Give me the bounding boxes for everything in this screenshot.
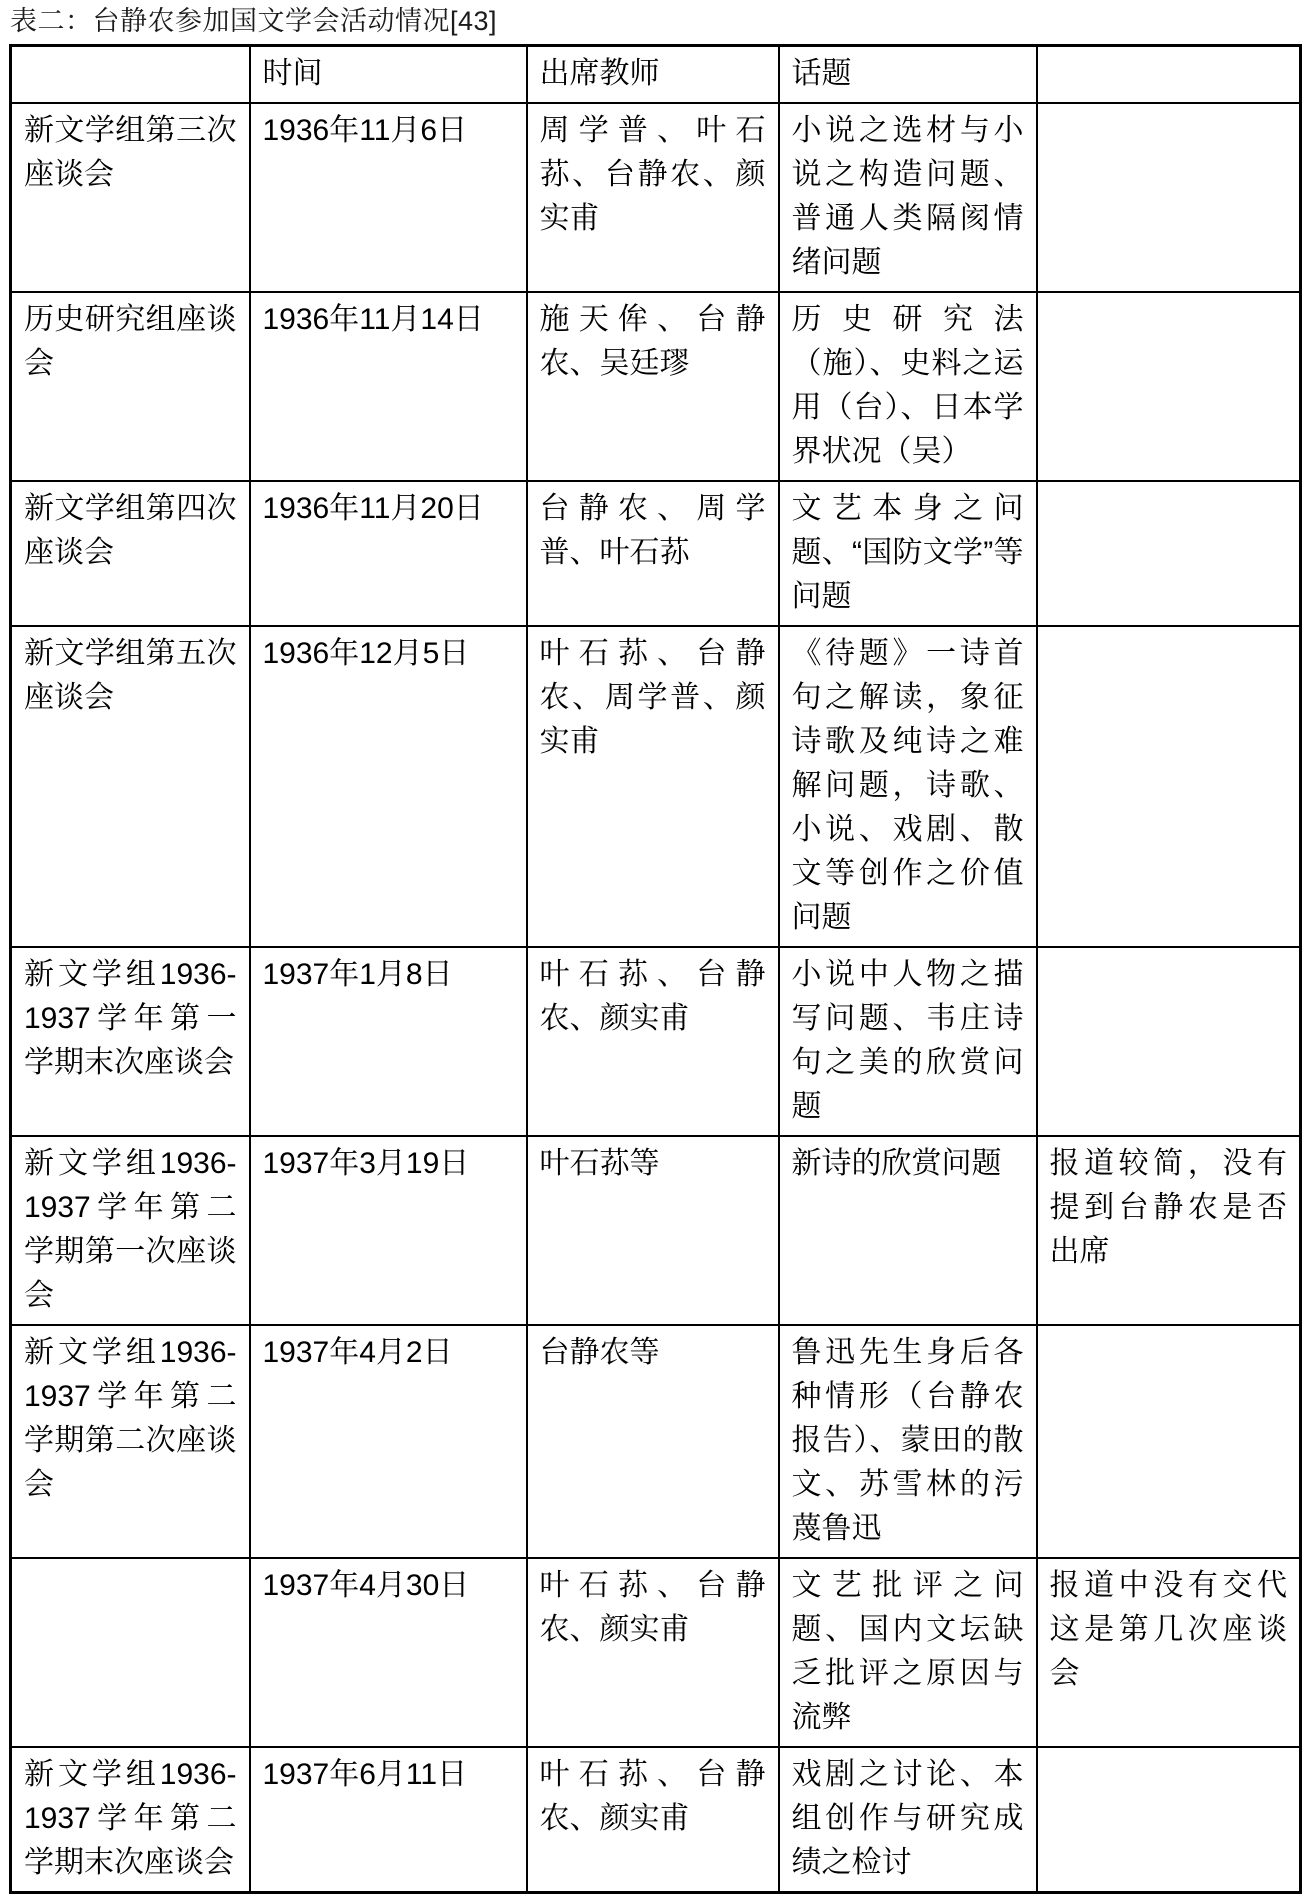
- topic-cell: 戏剧之讨论、本组创作与研究成绩之检讨: [779, 1747, 1037, 1893]
- time-cell: 1936年11月6日: [250, 103, 527, 292]
- topic-cell: 文艺批评之问题、国内文坛缺乏批评之原因与流弊: [779, 1558, 1037, 1747]
- time-cell: 1937年1月8日: [250, 947, 527, 1136]
- header-time: 时间: [250, 46, 527, 104]
- topic-cell: 《待题》一诗首句之解读，象征诗歌及纯诗之难解问题，诗歌、小说、戏剧、散文等创作之价值问题: [779, 626, 1037, 947]
- header-row: [11, 46, 1301, 104]
- teachers-cell: 叶石荪、台静农、颜实甫: [527, 947, 779, 1136]
- table-row: [11, 103, 1301, 292]
- event-cell: 新文学组第五次座谈会: [11, 626, 250, 947]
- teachers-cell: 叶石荪、台静农、颜实甫: [527, 1747, 779, 1893]
- topic-cell: 小说之选材与小说之构造问题、普通人类隔阂情绪问题: [779, 103, 1037, 292]
- event-cell: 新文学组第四次座谈会: [11, 481, 250, 626]
- notes-cell: [1037, 103, 1301, 292]
- event-cell: 历史研究组座谈会: [11, 292, 250, 481]
- teachers-cell: 周学普、叶石荪、台静农、颜实甫: [527, 103, 779, 292]
- teachers-cell: 叶石荪、台静农、周学普、颜实甫: [527, 626, 779, 947]
- header-teachers: 出席教师: [527, 46, 779, 104]
- event-cell: 新文学组1936-1937学年第一学期末次座谈会: [11, 947, 250, 1136]
- topic-cell: 新诗的欣赏问题: [779, 1136, 1037, 1325]
- time-cell: 1936年11月14日: [250, 292, 527, 481]
- table-row: [11, 481, 1301, 626]
- topic-cell: 小说中人物之描写问题、韦庄诗句之美的欣赏问题: [779, 947, 1037, 1136]
- event-cell: [11, 1558, 250, 1747]
- notes-cell: [1037, 292, 1301, 481]
- notes-cell: 报道较简，没有提到台静农是否出席: [1037, 1136, 1301, 1325]
- activity-table: [9, 44, 1302, 1894]
- topic-cell: 历史研究法（施）、史料之运用（台）、日本学界状况（吴）: [779, 292, 1037, 481]
- time-cell: 1937年6月11日: [250, 1747, 527, 1893]
- notes-cell: [1037, 1747, 1301, 1893]
- teachers-cell: 台静农等: [527, 1325, 779, 1558]
- teachers-cell: 叶石荪等: [527, 1136, 779, 1325]
- event-cell: 新文学组第三次座谈会: [11, 103, 250, 292]
- time-cell: 1936年12月5日: [250, 626, 527, 947]
- topic-cell: 鲁迅先生身后各种情形（台静农报告）、蒙田的散文、苏雪林的污蔑鲁迅: [779, 1325, 1037, 1558]
- teachers-cell: 叶石荪、台静农、颜实甫: [527, 1558, 779, 1747]
- teachers-cell: 台静农、周学普、叶石荪: [527, 481, 779, 626]
- table-row: [11, 1747, 1301, 1893]
- time-cell: 1937年3月19日: [250, 1136, 527, 1325]
- header-topic: 话题: [779, 46, 1037, 104]
- time-cell: 1937年4月2日: [250, 1325, 527, 1558]
- header-notes: [1037, 46, 1301, 104]
- teachers-cell: 施天侔、台静农、吴廷璆: [527, 292, 779, 481]
- event-cell: 新文学组1936-1937学年第二学期第一次座谈会: [11, 1136, 250, 1325]
- event-cell: 新文学组1936-1937学年第二学期末次座谈会: [11, 1747, 250, 1893]
- event-cell: 新文学组1936-1937学年第二学期第二次座谈会: [11, 1325, 250, 1558]
- table-row: [11, 292, 1301, 481]
- notes-cell: [1037, 626, 1301, 947]
- header-event: [11, 46, 250, 104]
- notes-cell: [1037, 481, 1301, 626]
- table-row: [11, 1325, 1301, 1558]
- topic-cell: 文艺本身之问题、“国防文学”等问题: [779, 481, 1037, 626]
- table-row: [11, 626, 1301, 947]
- table-row: [11, 947, 1301, 1136]
- time-cell: 1936年11月20日: [250, 481, 527, 626]
- table-row: [11, 1558, 1301, 1747]
- table-caption: 表二：台静农参加国文学会活动情况[43]: [10, 6, 498, 36]
- notes-cell: [1037, 947, 1301, 1136]
- time-cell: 1937年4月30日: [250, 1558, 527, 1747]
- table-row: [11, 1136, 1301, 1325]
- notes-cell: [1037, 1325, 1301, 1558]
- notes-cell: 报道中没有交代这是第几次座谈会: [1037, 1558, 1301, 1747]
